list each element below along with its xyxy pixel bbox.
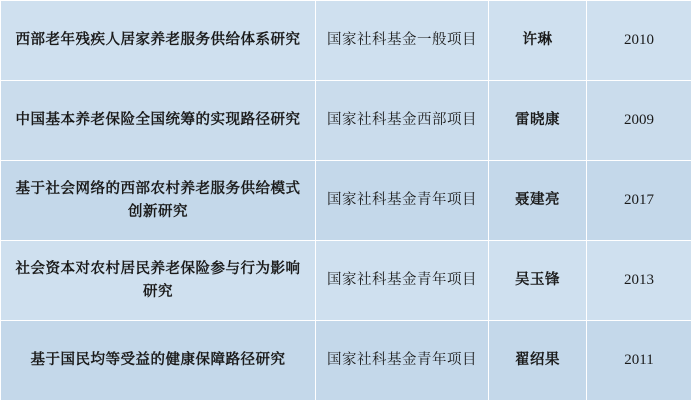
- year-text: 2017: [624, 191, 654, 208]
- fund-program-cell: [316, 81, 489, 161]
- fund-program-text: 国家社科基金西部项目: [327, 112, 477, 129]
- principal-investigator-text: 雷晓康: [515, 112, 560, 129]
- fund-program-cell: [316, 1, 489, 81]
- table-row: [1, 161, 692, 241]
- fund-program-text: 国家社科基金青年项目: [327, 192, 477, 209]
- table-body: [1, 1, 692, 401]
- year-text: 2011: [624, 351, 654, 368]
- fund-program-cell: [316, 161, 489, 241]
- principal-investigator-text: 聂建亮: [515, 192, 560, 209]
- principal-investigator-text: 许琳: [522, 32, 553, 49]
- fund-program-text: 国家社科基金青年项目: [327, 272, 477, 289]
- project-title-cell: [1, 241, 316, 321]
- table-row: [1, 241, 692, 321]
- project-title-text: 基于国民均等受益的健康保障路径研究: [30, 352, 286, 369]
- fund-program-cell: [316, 241, 489, 321]
- project-title-text: 基于社会网络的西部农村养老服务供给模式创新研究: [15, 181, 301, 220]
- fund-program-cell: [316, 321, 489, 401]
- year-text: 2010: [624, 31, 654, 48]
- project-title-cell: [1, 1, 316, 81]
- project-title-cell: [1, 321, 316, 401]
- year-cell: [587, 1, 692, 81]
- year-text: 2009: [624, 111, 654, 128]
- principal-investigator-cell: [489, 81, 587, 161]
- project-title-cell: [1, 161, 316, 241]
- principal-investigator-cell: [489, 1, 587, 81]
- principal-investigator-cell: [489, 241, 587, 321]
- table-row: [1, 1, 692, 81]
- year-cell: [587, 161, 692, 241]
- table-row: [1, 321, 692, 401]
- project-title-text: 社会资本对农村居民养老保险参与行为影响研究: [15, 261, 301, 300]
- principal-investigator-text: 吴玉锋: [515, 272, 560, 289]
- year-text: 2013: [624, 271, 654, 288]
- year-cell: [587, 241, 692, 321]
- fund-program-text: 国家社科基金一般项目: [327, 32, 477, 49]
- project-title-text: 西部老年残疾人居家养老服务供给体系研究: [15, 32, 301, 49]
- principal-investigator-cell: [489, 161, 587, 241]
- principal-investigator-text: 翟绍果: [515, 352, 560, 369]
- project-title-text: 中国基本养老保险全国统筹的实现路径研究: [15, 112, 301, 129]
- year-cell: [587, 321, 692, 401]
- table-row: [1, 81, 692, 161]
- fund-program-text: 国家社科基金青年项目: [327, 352, 477, 369]
- year-cell: [587, 81, 692, 161]
- principal-investigator-cell: [489, 321, 587, 401]
- project-title-cell: [1, 81, 316, 161]
